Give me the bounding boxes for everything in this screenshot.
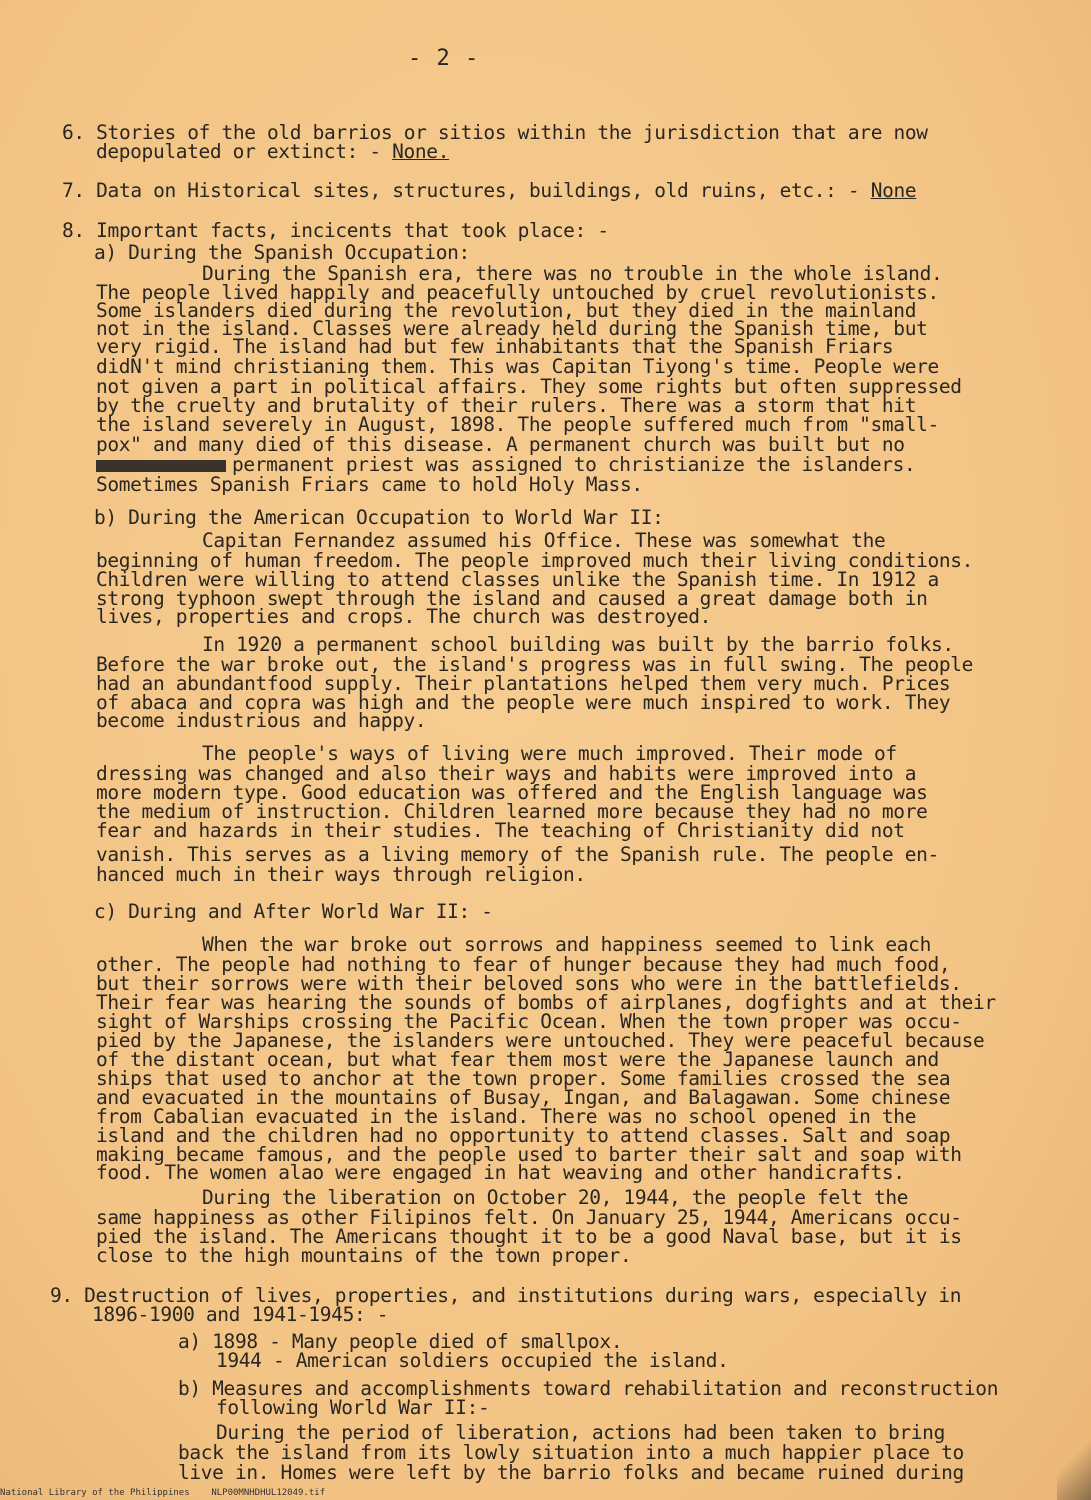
item9-b-line2: following World War II:- [216,1396,490,1419]
item8-b-p3-3: the medium of instruction. Children learned more because they had no more [96,800,928,823]
item8-c-p2-2: pied the island. The Americans thought it to be a good Naval base, but it is [96,1225,962,1248]
item8-c-p1-7: ships that used to anchor at the town proper. Some families crossed the sea [96,1067,951,1090]
item8-c-p1-6: of the distant ocean, but what fear them most were the Japanese launch and [96,1048,939,1071]
item8-b-p3-6: hanced much in their ways through religion. [96,863,586,886]
item8-a-line-10-text: permanent priest was assigned to christianize the islanders. [232,453,916,476]
item8-a-line-8: the island severely in August, 1898. The people suffered much from "small- [96,413,939,436]
item7-prefix: 7. Data on Historical sites, structures, buildings, old ruins, etc.: - [62,179,871,202]
item9-line2: 1896-1900 and 1941-1945: - [92,1303,389,1326]
item8-c-p1-4: sight of Warships crossing the Pacific Ocean. When the town proper was occu- [96,1010,962,1033]
item9-b-p-0: During the period of liberation, actions had been taken to bring [216,1421,945,1444]
item8-b-p2-0: In 1920 a permanent school building was built by the barrio folks. [202,633,954,656]
item8-c-p2-0: During the liberation on October 20, 1944, the people felt the [202,1186,909,1209]
item8-b-p3-0: The people's ways of living were much improved. Their mode of [202,742,897,765]
item9-a-line2: 1944 - American soldiers occupied the island. [216,1349,729,1372]
item8-a-line-5: didN't mind christianing them. This was Capitan Tiyong's time. People were [96,355,939,378]
item9-line1: 9. Destruction of lives, properties, and institutions during wars, especially in [50,1284,962,1307]
item8-b-p3-5: vanish. This serves as a living memory of the Spanish rule. The people en- [96,843,939,866]
archive-footer: National Library of the Philippines NLP00MNHDHUL12049.tif [0,1488,326,1498]
item9-b-line1: b) Measures and accomplishments toward rehabilitation and reconstruction [178,1377,999,1400]
item8-b-p3-4: fear and hazards in their studies. The teaching of Christianity did not [96,819,905,842]
item8-a-line-10 [96,453,916,476]
item8-b-p1-1: beginning of human freedom. The people improved much their living conditions. [96,549,974,572]
item9-a-line1: a) 1898 - Many people died of smallpox. [178,1330,623,1353]
item8-b-p1-3: strong typhoon swept through the island and caused a great damage both in [96,587,928,610]
item8-a-line-9: pox" and many died of this disease. A permanent church was built but no [96,433,905,456]
item8-a-line-1: The people lived happily and peacefully untouched by cruel revolutionists. [96,281,939,304]
item8-a-line-0: During the Spanish era, there was no trouble in the whole island. [202,262,943,285]
item8-a-line-2: Some islanders died during the revolution, but they died in the mainland [96,299,917,322]
item8-heading: 8. Important facts, incicents that took place: - [62,219,609,242]
item8-b-p2-3: of abaca and copra was high and the people were much inspired to work. They [96,691,951,714]
item8-c-p1-3: Their fear was hearing the sounds of bombs of airplanes, dogfights and at their [96,991,996,1014]
item6-line1: 6. Stories of the old barrios or sitios within the jurisdiction that are now [62,121,928,144]
item8-c-heading: c) During and After World War II: - [94,900,493,923]
item8-c-p2-3: close to the high mountains of the town proper. [96,1244,632,1267]
item8-c-p1-11: making became famous, and the people used to barter their salt and soap with [96,1143,962,1166]
item9-b-p-2: live in. Homes were left by the barrio folks and became ruined during [178,1461,964,1484]
item8-a-line-4: very rigid. The island had but few inhabitants that the Spanish Friars [96,335,894,358]
item6-line2 [96,140,450,163]
item7-answer: None [870,179,917,202]
item8-c-p1-1: other. The people had nothing to fear of hunger because they had much food, [96,953,951,976]
item8-c-p1-12: food. The women alao were engaged in hat weaving and other handicrafts. [96,1161,905,1184]
item8-a-line-3: not in the island. Classes were already held during the Spanish time, but [96,317,928,340]
item8-b-p3-1: dressing was changed and also their ways and habits were improved into a [96,762,917,785]
item8-c-p2-1: same happiness as other Filipinos felt. On January 25, 1944, Americans occu- [96,1206,962,1229]
item8-a-line-6: not given a part in political affairs. They some rights but often suppressed [96,375,962,398]
item8-c-p1-9: from Cabalian evacuated in the island. There was no school opened in the [96,1105,917,1128]
item8-a-line-11: Sometimes Spanish Friars came to hold Holy Mass. [96,473,643,496]
item6-prefix: depopulated or extinct: - [96,140,393,163]
item8-b-p1-4: lives, properties and crops. The church was destroyed. [96,605,712,628]
item8-a-line-7: by the cruelty and brutality of their rulers. There was a storm that hit [96,394,917,417]
item9-b-p-1: back the island from its lowly situation into a much happier place to [178,1441,964,1464]
item8-c-p1-10: island and the children had no opportunity to attend classes. Salt and soap [96,1124,951,1147]
item7-line [62,179,917,202]
page-number: - 2 - [408,46,480,71]
page-corner-fold [1057,1380,1091,1500]
item6-answer: None. [392,140,450,163]
item8-c-p1-2: but their sorrows were with their beloved sons who were in the battlefields. [96,972,962,995]
item8-a-heading: a) During the Spanish Occupation: [94,241,470,264]
item8-b-p2-2: had an abundantfood supply. Their plantations helped them very much. Prices [96,672,951,695]
item8-b-p3-2: more modern type. Good education was offered and the English language was [96,781,928,804]
item8-c-p1-0: When the war broke out sorrows and happiness seemed to link each [202,933,931,956]
item8-b-p1-0: Capitan Fernandez assumed his Office. These was somewhat the [202,529,886,552]
struck-out-text [96,460,226,472]
item8-b-p1-2: Children were willing to attend classes unlike the Spanish time. In 1912 a [96,568,939,591]
item8-b-p2-4: become industrious and happy. [96,709,427,732]
item8-c-p1-8: and evacuated in the mountains of Busay, Ingan, and Balagawan. Some chinese [96,1086,951,1109]
item8-b-heading: b) During the American Occupation to World War II: [94,506,664,529]
item8-b-p2-1: Before the war broke out, the island's progress was in full swing. The people [96,653,974,676]
item8-c-p1-5: pied by the Japanese, the islanders were untouched. They were peaceful because [96,1029,985,1052]
